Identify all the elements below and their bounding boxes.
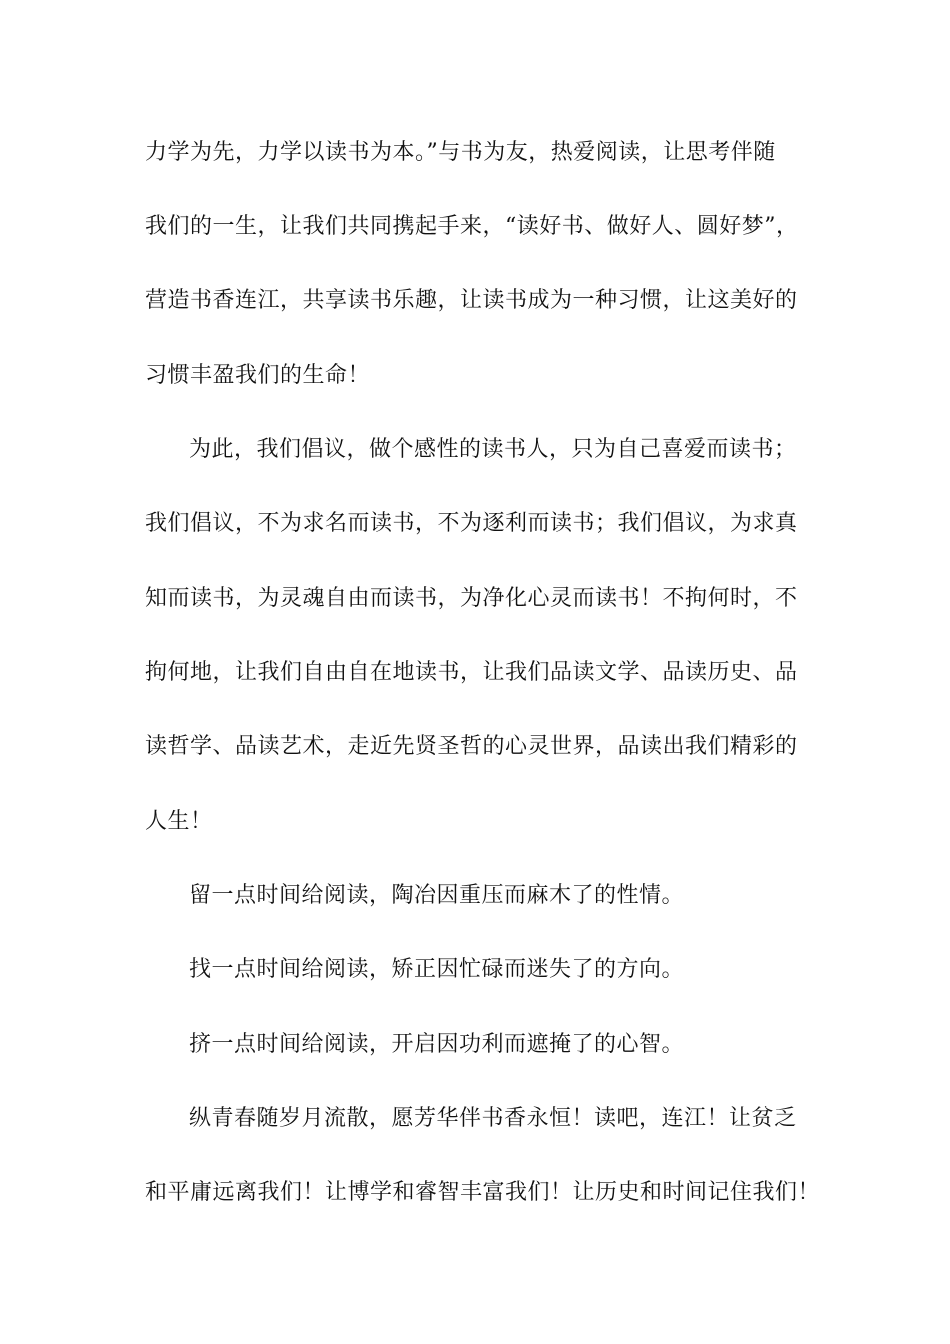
paragraph-line: 为此，我们倡议，做个感性的读书人，只为自己喜爱而读书；	[189, 437, 797, 462]
paragraph-line: 和平庸远离我们！让博学和睿智丰富我们！让历史和时间记住我们！	[145, 1180, 821, 1205]
paragraph-line: 我们的一生，让我们共同携起手来，“读好书、做好人、圆好梦”，	[145, 214, 799, 239]
paragraph-line: 找一点时间给阅读，矫正因忙碌而迷失了的方向。	[189, 957, 685, 982]
paragraph-line: 营造书香连江，共享读书乐趣，让读书成为一种习惯，让这美好的	[145, 288, 798, 313]
paragraph-line: 知而读书，为灵魂自由而读书，为净化心灵而读书！不拘何时，不	[145, 586, 798, 611]
paragraph-line: 纵青春随岁月流散，愿芳华伴书香永恒！读吧，连江！让贫乏	[189, 1106, 797, 1131]
paragraph-line: 习惯丰盈我们的生命！	[145, 363, 371, 388]
paragraph-line: 我们倡议，不为求名而读书，不为逐利而读书；我们倡议，为求真	[145, 511, 798, 536]
paragraph-line: 拘何地，让我们自由自在地读书，让我们品读文学、品读历史、品	[145, 660, 798, 685]
paragraph-line: 人生！	[145, 809, 213, 834]
paragraph-line: 读哲学、品读艺术，走近先贤圣哲的心灵世界，品读出我们精彩的	[145, 734, 798, 759]
paragraph-line: 挤一点时间给阅读，开启因功利而遮掩了的心智。	[189, 1032, 685, 1057]
paragraph-line: 留一点时间给阅读，陶冶因重压而麻木了的性情。	[189, 883, 685, 908]
paragraph-line: 力学为先，力学以读书为本。”与书为友，热爱阅读，让思考伴随	[145, 140, 776, 165]
